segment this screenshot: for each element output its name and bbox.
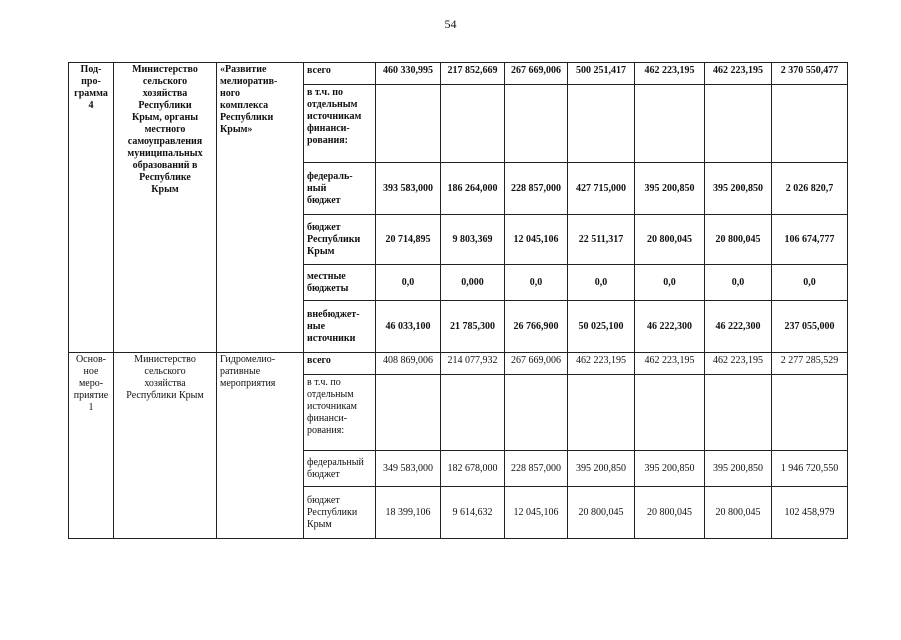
amount-cell: 26 766,900 [505, 301, 568, 353]
amount-cell: 106 674,777 [772, 215, 848, 265]
funding-source: всего [304, 353, 376, 375]
section-name: Гидромелио- ративные мероприятия [217, 353, 304, 539]
page-number: 54 [444, 17, 457, 31]
amount-cell: 393 583,000 [376, 163, 441, 215]
amount-cell: 20 800,045 [635, 487, 705, 539]
amount-cell: 460 330,995 [376, 63, 441, 85]
amount-cell: 267 669,006 [505, 63, 568, 85]
amount-cell: 408 869,006 [376, 353, 441, 375]
amount-cell: 0,0 [505, 265, 568, 301]
amount-cell: 0,0 [705, 265, 772, 301]
amount-cell: 46 222,300 [705, 301, 772, 353]
amount-cell: 21 785,300 [441, 301, 505, 353]
amount-cell: 2 277 285,529 [772, 353, 848, 375]
funding-source: бюджет Республики Крым [304, 487, 376, 539]
amount-cell: 395 200,850 [635, 451, 705, 487]
section-executor: Министерство сельского хозяйства Республики Крым [114, 353, 217, 539]
amount-cell: 50 025,100 [568, 301, 635, 353]
section-executor: Министерство сельского хозяйства Республики Крым, органы местного самоуправления муниципальных образований в Республике Крым [114, 63, 217, 353]
section-code: Основ- ное меро- приятие 1 [69, 353, 114, 539]
amount-cell [635, 85, 705, 163]
amount-cell: 0,000 [441, 265, 505, 301]
amount-cell [441, 375, 505, 451]
amount-cell: 349 583,000 [376, 451, 441, 487]
amount-cell: 237 055,000 [772, 301, 848, 353]
amount-cell: 20 800,045 [705, 487, 772, 539]
amount-cell: 2 026 820,7 [772, 163, 848, 215]
amount-cell: 214 077,932 [441, 353, 505, 375]
amount-cell: 18 399,106 [376, 487, 441, 539]
amount-cell [568, 85, 635, 163]
amount-cell: 228 857,000 [505, 451, 568, 487]
section-name: «Развитие мелиоратив- ного комплекса Республики Крым» [217, 63, 304, 353]
amount-cell [505, 375, 568, 451]
amount-cell: 20 800,045 [705, 215, 772, 265]
amount-cell: 22 511,317 [568, 215, 635, 265]
funding-source: в т.ч. по отдельным источникам финанси- рования: [304, 375, 376, 451]
amount-cell: 46 033,100 [376, 301, 441, 353]
amount-cell: 102 458,979 [772, 487, 848, 539]
amount-cell [705, 85, 772, 163]
amount-cell: 395 200,850 [635, 163, 705, 215]
amount-cell: 1 946 720,550 [772, 451, 848, 487]
amount-cell: 267 669,006 [505, 353, 568, 375]
amount-cell [505, 85, 568, 163]
table-row [69, 63, 848, 85]
amount-cell [376, 375, 441, 451]
amount-cell: 462 223,195 [635, 353, 705, 375]
amount-cell: 9 614,632 [441, 487, 505, 539]
amount-cell: 462 223,195 [705, 63, 772, 85]
amount-cell: 395 200,850 [705, 451, 772, 487]
amount-cell: 395 200,850 [568, 451, 635, 487]
amount-cell: 12 045,106 [505, 487, 568, 539]
funding-source: всего [304, 63, 376, 85]
amount-cell: 462 223,195 [568, 353, 635, 375]
amount-cell: 20 800,045 [568, 487, 635, 539]
budget-table [68, 62, 848, 539]
amount-cell [441, 85, 505, 163]
amount-cell: 20 714,895 [376, 215, 441, 265]
funding-source: в т.ч. по отдельным источникам финанси- рования: [304, 85, 376, 163]
amount-cell: 0,0 [772, 265, 848, 301]
amount-cell [705, 375, 772, 451]
funding-source: внебюджет- ные источники [304, 301, 376, 353]
amount-cell: 500 251,417 [568, 63, 635, 85]
amount-cell: 186 264,000 [441, 163, 505, 215]
amount-cell: 20 800,045 [635, 215, 705, 265]
amount-cell: 46 222,300 [635, 301, 705, 353]
amount-cell: 0,0 [376, 265, 441, 301]
funding-source: местные бюджеты [304, 265, 376, 301]
amount-cell: 2 370 550,477 [772, 63, 848, 85]
amount-cell: 395 200,850 [705, 163, 772, 215]
amount-cell: 462 223,195 [635, 63, 705, 85]
amount-cell [376, 85, 441, 163]
funding-source: федеральный бюджет [304, 451, 376, 487]
table-row [69, 353, 848, 375]
amount-cell: 0,0 [568, 265, 635, 301]
amount-cell: 12 045,106 [505, 215, 568, 265]
amount-cell: 182 678,000 [441, 451, 505, 487]
amount-cell [568, 375, 635, 451]
funding-source: федераль- ный бюджет [304, 163, 376, 215]
amount-cell: 427 715,000 [568, 163, 635, 215]
amount-cell [635, 375, 705, 451]
amount-cell: 228 857,000 [505, 163, 568, 215]
amount-cell: 9 803,369 [441, 215, 505, 265]
amount-cell [772, 85, 848, 163]
amount-cell: 0,0 [635, 265, 705, 301]
section-code: Под- про- грамма 4 [69, 63, 114, 353]
amount-cell [772, 375, 848, 451]
amount-cell: 462 223,195 [705, 353, 772, 375]
amount-cell: 217 852,669 [441, 63, 505, 85]
funding-source: бюджет Республики Крым [304, 215, 376, 265]
